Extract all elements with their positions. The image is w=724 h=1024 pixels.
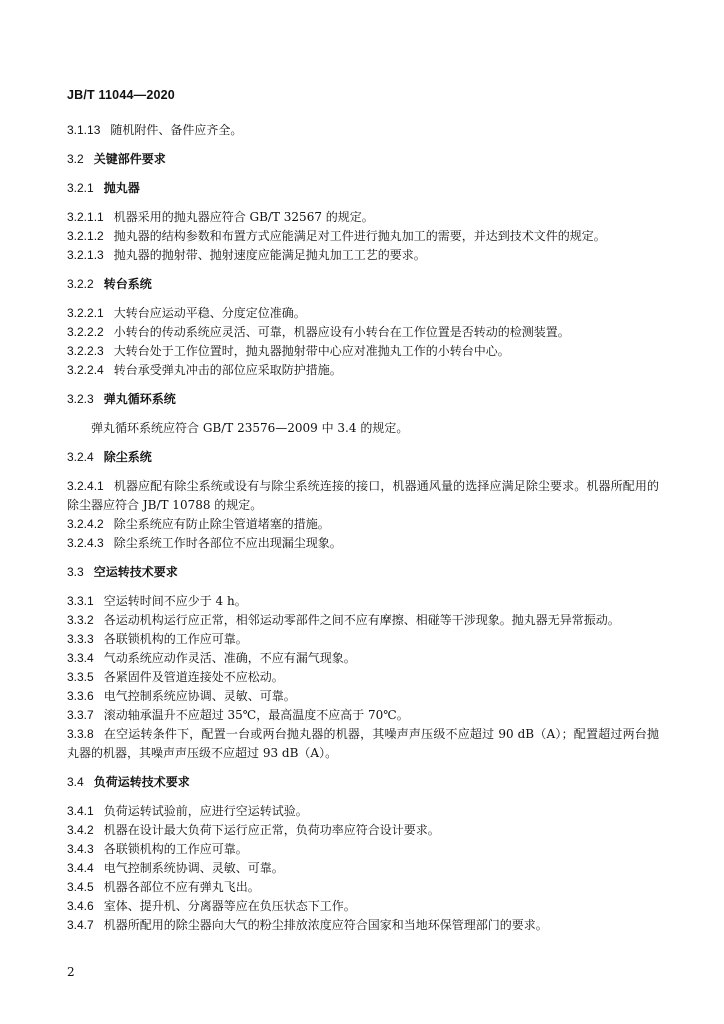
clause-3-3-6: [67, 687, 659, 706]
clause-text: 机器采用的抛丸器应符合 GB/T 32567 的规定。: [113, 210, 374, 224]
clause-number: 3.2.1.2: [67, 229, 104, 243]
clause-3-2-2-3: [67, 342, 659, 361]
clause-text: 转台承受弹丸冲击的部位应采取防护措施。: [113, 363, 342, 377]
clause-number: 3.3.1: [67, 594, 94, 608]
clause-number: 3.3.4: [67, 651, 94, 665]
clause-number: 3.1.13: [67, 123, 101, 137]
paragraph-text: 弹丸循环系统应符合 GB/T 23576—2009 中 3.4 的规定。: [91, 421, 409, 435]
section-title: 除尘系统: [103, 450, 152, 464]
clause-number: 3.3.7: [67, 708, 94, 722]
clause-text: 各紧固件及管道连接处不应松动。: [103, 670, 284, 684]
clause-number: 3.4.1: [67, 804, 94, 818]
clause-3-4-2: [67, 821, 659, 840]
clause-number: 3.2.4.2: [67, 517, 104, 531]
clause-number: 3.3.2: [67, 613, 94, 627]
clause-3-4-4: [67, 859, 659, 878]
clause-number: 3.3.3: [67, 632, 94, 646]
clause-text: 在空运转条件下，配置一台或两台抛丸器的机器，其噪声声压级不应超过 90 dB（A）；配置超过两台抛丸器的机器，其噪声声压级不应超过 93 dB（A）。: [67, 727, 659, 760]
clause-3-4-5: [67, 878, 659, 897]
clause-3-3-2: [67, 611, 659, 630]
paragraph-3-2-3: [67, 419, 659, 438]
subsection-heading-3-2-1: [67, 179, 659, 198]
clause-number: 3.2.4.3: [67, 536, 104, 550]
clause-3-3-5: [67, 668, 659, 687]
section-title: 空运转技术要求: [93, 565, 178, 579]
clause-text: 机器在设计最大负荷下运行应正常，负荷功率应符合设计要求。: [103, 823, 440, 837]
clause-text: 大转台应运动平稳、分度定位准确。: [113, 306, 306, 320]
section-heading-3-4: [67, 773, 659, 792]
clause-number: 3.4.7: [67, 918, 94, 932]
clause-3-2-4-3: [67, 534, 659, 553]
page-number: 2: [67, 965, 75, 979]
clause-text: 机器各部位不应有弹丸飞出。: [103, 880, 260, 894]
clause-text: 滚动轴承温升不应超过 35℃，最高温度不应高于 70℃。: [103, 708, 409, 722]
clause-text: 负荷运转试验前，应进行空运转试验。: [103, 804, 308, 818]
clause-3-3-7: [67, 706, 659, 725]
section-number: 3.2.1: [67, 181, 94, 195]
clause-3-2-2-4: [67, 361, 659, 380]
clause-text: 各运动机构运行应正常，相邻运动零部件之间不应有摩擦、相碰等干涉现象。抛丸器无异常振动。: [103, 613, 620, 627]
clause-3-2-4-1: [67, 477, 659, 515]
section-title: 转台系统: [103, 277, 152, 291]
clause-3-4-6: [67, 897, 659, 916]
clause-text: 抛丸器的抛射带、抛射速度应能满足抛丸加工工艺的要求。: [113, 248, 426, 262]
section-heading-3-3: [67, 563, 659, 582]
clause-3-2-1-3: [67, 246, 659, 265]
section-number: 3.2: [67, 152, 84, 166]
clause-text: 各联锁机构的工作应可靠。: [103, 632, 248, 646]
clause-text: 气动系统应动作灵活、准确，不应有漏气现象。: [103, 651, 356, 665]
clause-3-2-1-1: [67, 208, 659, 227]
clause-text: 电气控制系统应协调、灵敏、可靠。: [103, 689, 296, 703]
clause-text: 除尘系统工作时各部位不应出现漏尘现象。: [113, 536, 342, 550]
document-body: [67, 121, 659, 935]
clause-number: 3.2.2.1: [67, 306, 104, 320]
clause-text: 空运转时间不应少于 4 h。: [103, 594, 247, 608]
section-number: 3.4: [67, 775, 84, 789]
clause-3-4-7: [67, 916, 659, 935]
section-number: 3.2.3: [67, 392, 94, 406]
clause-text: 机器应配有除尘系统或设有与除尘系统连接的接口，机器通风量的选择应满足除尘要求。机器所配用的除尘器应符合 JB/T 10788 的规定。: [67, 479, 659, 512]
clause-text: 室体、提升机、分离器等应在负压状态下工作。: [103, 899, 356, 913]
section-title: 负荷运转技术要求: [93, 775, 190, 789]
clause-number: 3.2.2.4: [67, 363, 104, 377]
clause-number: 3.2.2.3: [67, 344, 104, 358]
clause-3-2-1-2: [67, 227, 659, 246]
section-number: 3.2.2: [67, 277, 94, 291]
subsection-heading-3-2-3: [67, 390, 659, 409]
clause-text: 机器所配用的除尘器向大气的粉尘排放浓度应符合国家和当地环保管理部门的要求。: [103, 918, 548, 932]
section-title: 关键部件要求: [93, 152, 166, 166]
clause-number: 3.2.1.3: [67, 248, 104, 262]
clause-number: 3.4.5: [67, 880, 94, 894]
clause-number: 3.4.6: [67, 899, 94, 913]
subsection-heading-3-2-2: [67, 275, 659, 294]
clause-text: 除尘系统应有防止除尘管道堵塞的措施。: [113, 517, 330, 531]
clause-3-4-1: [67, 802, 659, 821]
clause-number: 3.4.4: [67, 861, 94, 875]
clause-number: 3.3.5: [67, 670, 94, 684]
clause-3-3-3: [67, 630, 659, 649]
clause-3-4-3: [67, 840, 659, 859]
section-heading-3-2: [67, 150, 659, 169]
clause-3-2-2-1: [67, 304, 659, 323]
clause-number: 3.2.4.1: [67, 479, 104, 493]
clause-3-3-1: [67, 592, 659, 611]
clause-3-3-8: [67, 725, 659, 763]
clause-number: 3.3.8: [67, 727, 94, 741]
subsection-heading-3-2-4: [67, 448, 659, 467]
section-title: 弹丸循环系统: [103, 392, 176, 406]
clause-text: 小转台的传动系统应灵活、可靠，机器应设有小转台在工作位置是否转动的检测装置。: [113, 325, 570, 339]
clause-number: 3.2.1.1: [67, 210, 104, 224]
clause-text: 电气控制系统协调、灵敏、可靠。: [103, 861, 284, 875]
clause-text: 抛丸器的结构参数和布置方式应能满足对工件进行抛丸加工的需要，并达到技术文件的规定。: [113, 229, 606, 243]
clause-number: 3.3.6: [67, 689, 94, 703]
clause-number: 3.2.2.2: [67, 325, 104, 339]
clause-number: 3.4.3: [67, 842, 94, 856]
clause-text: 各联锁机构的工作应可靠。: [103, 842, 248, 856]
clause-3-2-4-2: [67, 515, 659, 534]
section-number: 3.2.4: [67, 450, 94, 464]
clause-3-3-4: [67, 649, 659, 668]
clause-text: 大转台处于工作位置时，抛丸器抛射带中心应对准抛丸工作的小转台中心。: [113, 344, 510, 358]
clause-3-1-13: [67, 121, 659, 140]
standard-number: JB/T 11044—2020: [67, 88, 175, 102]
section-number: 3.3: [67, 565, 84, 579]
clause-number: 3.4.2: [67, 823, 94, 837]
section-title: 抛丸器: [103, 181, 140, 195]
clause-3-2-2-2: [67, 323, 659, 342]
clause-text: 随机附件、备件应齐全。: [110, 123, 243, 137]
